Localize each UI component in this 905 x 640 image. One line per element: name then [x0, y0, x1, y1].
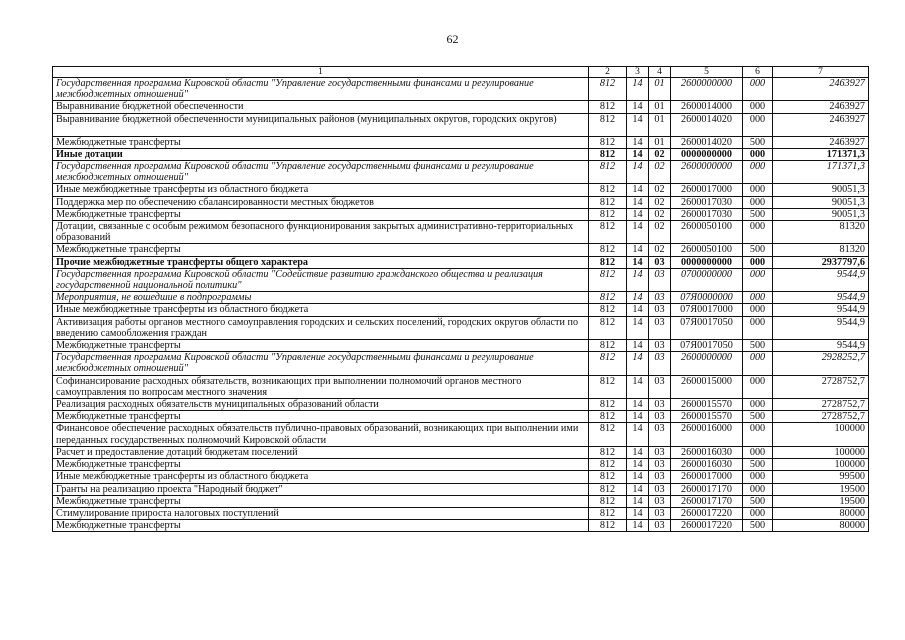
- cell-ministry-code: 812: [589, 399, 627, 411]
- cell-subsection: 03: [649, 520, 671, 532]
- header-col-3: 3: [627, 67, 649, 78]
- table-row: [53, 471, 869, 483]
- cell-target-article: 07Я0017000: [671, 304, 743, 316]
- cell-section: 14: [627, 340, 649, 352]
- cell-section: 14: [627, 423, 649, 446]
- cell-section: 14: [627, 292, 649, 304]
- cell-expense-type: 000: [743, 423, 773, 446]
- cell-subsection: 03: [649, 507, 671, 519]
- cell-subsection: 01: [649, 113, 671, 136]
- cell-name: Межбюджетные трансферты: [53, 520, 589, 532]
- cell-name: Иные межбюджетные трансферты из областного бюджета: [53, 471, 589, 483]
- cell-section: 14: [627, 101, 649, 113]
- table-row: [53, 340, 869, 352]
- table-row: [53, 316, 869, 339]
- cell-amount: 2463927: [773, 113, 869, 136]
- cell-ministry-code: 812: [589, 483, 627, 495]
- cell-section: 14: [627, 399, 649, 411]
- cell-ministry-code: 812: [589, 184, 627, 196]
- header-row: [53, 67, 869, 78]
- table-row: [53, 196, 869, 208]
- cell-ministry-code: 812: [589, 161, 627, 184]
- cell-subsection: 03: [649, 316, 671, 339]
- cell-subsection: 03: [649, 292, 671, 304]
- cell-ministry-code: 812: [589, 352, 627, 375]
- cell-amount: 2463927: [773, 136, 869, 148]
- header-col-4: 4: [649, 67, 671, 78]
- table-row: [53, 507, 869, 519]
- cell-section: 14: [627, 244, 649, 256]
- table-row: [53, 101, 869, 113]
- table-row: [53, 78, 869, 101]
- cell-subsection: 03: [649, 495, 671, 507]
- cell-name: Расчет и предоставление дотаций бюджетам поселений: [53, 446, 589, 458]
- header-col-6: 6: [743, 67, 773, 78]
- cell-ministry-code: 812: [589, 292, 627, 304]
- cell-name: Софинансирование расходных обязательств, возникающих при выполнении полномочий органов местного самоуправления по вопросам местного значения: [53, 375, 589, 398]
- cell-subsection: 03: [649, 411, 671, 423]
- table-row: [53, 495, 869, 507]
- cell-section: 14: [627, 507, 649, 519]
- table-row: [53, 208, 869, 220]
- cell-target-article: 2600017220: [671, 507, 743, 519]
- cell-target-article: 2600016030: [671, 459, 743, 471]
- cell-section: 14: [627, 520, 649, 532]
- cell-amount: 2928252,7: [773, 352, 869, 375]
- table-row: [53, 268, 869, 291]
- cell-amount: 2728752,7: [773, 399, 869, 411]
- cell-target-article: 2600050100: [671, 221, 743, 244]
- cell-name: Межбюджетные трансферты: [53, 340, 589, 352]
- cell-expense-type: 000: [743, 304, 773, 316]
- cell-name: Выравнивание бюджетной обеспеченности: [53, 101, 589, 113]
- cell-target-article: 0000000000: [671, 256, 743, 268]
- cell-amount: 90051,3: [773, 184, 869, 196]
- cell-expense-type: 000: [743, 184, 773, 196]
- table-row: [53, 161, 869, 184]
- cell-expense-type: 000: [743, 352, 773, 375]
- cell-amount: 100000: [773, 446, 869, 458]
- cell-expense-type: 000: [743, 256, 773, 268]
- cell-expense-type: 000: [743, 375, 773, 398]
- cell-target-article: 2600050100: [671, 244, 743, 256]
- cell-target-article: 2600017170: [671, 483, 743, 495]
- cell-amount: 171371,3: [773, 148, 869, 160]
- cell-target-article: 2600017000: [671, 184, 743, 196]
- cell-target-article: 0700000000: [671, 268, 743, 291]
- cell-ministry-code: 812: [589, 101, 627, 113]
- cell-subsection: 03: [649, 375, 671, 398]
- cell-target-article: 07Я0017050: [671, 316, 743, 339]
- cell-section: 14: [627, 352, 649, 375]
- cell-target-article: 07Я0000000: [671, 292, 743, 304]
- cell-subsection: 02: [649, 148, 671, 160]
- cell-expense-type: 000: [743, 161, 773, 184]
- cell-target-article: 2600000000: [671, 352, 743, 375]
- header-col-7: 7: [773, 67, 869, 78]
- cell-amount: 2463927: [773, 78, 869, 101]
- cell-expense-type: 000: [743, 292, 773, 304]
- table-row: [53, 459, 869, 471]
- cell-amount: 81320: [773, 244, 869, 256]
- cell-subsection: 03: [649, 399, 671, 411]
- table-row: [53, 221, 869, 244]
- cell-ministry-code: 812: [589, 196, 627, 208]
- cell-expense-type: 000: [743, 113, 773, 136]
- table-row: [53, 244, 869, 256]
- cell-target-article: 2600017030: [671, 208, 743, 220]
- header-col-2: 2: [589, 67, 627, 78]
- cell-expense-type: 000: [743, 471, 773, 483]
- cell-subsection: 02: [649, 221, 671, 244]
- table-row: [53, 148, 869, 160]
- cell-subsection: 02: [649, 196, 671, 208]
- cell-section: 14: [627, 495, 649, 507]
- cell-target-article: 2600016000: [671, 423, 743, 446]
- cell-name: Межбюджетные трансферты: [53, 208, 589, 220]
- cell-section: 14: [627, 471, 649, 483]
- cell-target-article: 2600015570: [671, 399, 743, 411]
- cell-expense-type: 500: [743, 340, 773, 352]
- cell-amount: 171371,3: [773, 161, 869, 184]
- cell-subsection: 03: [649, 446, 671, 458]
- cell-target-article: 2600015000: [671, 375, 743, 398]
- cell-name: Иные межбюджетные трансферты из областного бюджета: [53, 304, 589, 316]
- cell-target-article: 2600014000: [671, 101, 743, 113]
- cell-section: 14: [627, 136, 649, 148]
- cell-expense-type: 500: [743, 495, 773, 507]
- table-body: [53, 78, 869, 532]
- cell-name: Стимулирование прироста налоговых поступлений: [53, 507, 589, 519]
- cell-ministry-code: 812: [589, 304, 627, 316]
- cell-section: 14: [627, 459, 649, 471]
- cell-target-article: 2600016030: [671, 446, 743, 458]
- cell-ministry-code: 812: [589, 268, 627, 291]
- cell-expense-type: 000: [743, 101, 773, 113]
- cell-amount: 9544,9: [773, 340, 869, 352]
- cell-subsection: 03: [649, 483, 671, 495]
- cell-amount: 9544,9: [773, 292, 869, 304]
- cell-ministry-code: 812: [589, 446, 627, 458]
- cell-ministry-code: 812: [589, 244, 627, 256]
- cell-expense-type: 500: [743, 136, 773, 148]
- cell-target-article: 2600014020: [671, 136, 743, 148]
- cell-ministry-code: 812: [589, 507, 627, 519]
- cell-subsection: 03: [649, 304, 671, 316]
- cell-ministry-code: 812: [589, 459, 627, 471]
- cell-name: Мероприятия, не вошедшие в подпрограммы: [53, 292, 589, 304]
- cell-amount: 19500: [773, 483, 869, 495]
- cell-section: 14: [627, 196, 649, 208]
- cell-name: Финансовое обеспечение расходных обязательств публично-правовых образований, возникающих при выполнении ими переданных государственных полномочий Кировской области: [53, 423, 589, 446]
- cell-section: 14: [627, 483, 649, 495]
- cell-ministry-code: 812: [589, 113, 627, 136]
- cell-subsection: 03: [649, 459, 671, 471]
- cell-ministry-code: 812: [589, 316, 627, 339]
- cell-subsection: 03: [649, 256, 671, 268]
- cell-expense-type: 500: [743, 520, 773, 532]
- cell-section: 14: [627, 113, 649, 136]
- cell-amount: 19500: [773, 495, 869, 507]
- table-row: [53, 184, 869, 196]
- cell-name: Государственная программа Кировской области "Содействие развитию гражданского общества и реализация государственной национальной политики": [53, 268, 589, 291]
- header-col-5: 5: [671, 67, 743, 78]
- cell-name: Государственная программа Кировской области "Управление государственными финансами и регулирование межбюджетных отношений": [53, 352, 589, 375]
- cell-section: 14: [627, 375, 649, 398]
- cell-section: 14: [627, 161, 649, 184]
- cell-ministry-code: 812: [589, 411, 627, 423]
- cell-section: 14: [627, 78, 649, 101]
- cell-amount: 100000: [773, 423, 869, 446]
- cell-subsection: 03: [649, 352, 671, 375]
- cell-expense-type: 000: [743, 148, 773, 160]
- cell-section: 14: [627, 304, 649, 316]
- cell-ministry-code: 812: [589, 208, 627, 220]
- table-row: [53, 446, 869, 458]
- cell-amount: 2463927: [773, 101, 869, 113]
- cell-subsection: 01: [649, 136, 671, 148]
- cell-section: 14: [627, 256, 649, 268]
- cell-ministry-code: 812: [589, 520, 627, 532]
- table-row: [53, 304, 869, 316]
- cell-name: Дотации, связанные с особым режимом безопасного функционирования закрытых административно-территориальных образований: [53, 221, 589, 244]
- cell-name: Государственная программа Кировской области "Управление государственными финансами и регулирование межбюджетных отношений": [53, 161, 589, 184]
- cell-name: Выравнивание бюджетной обеспеченности муниципальных районов (муниципальных округов, городских округов): [53, 113, 589, 136]
- cell-ministry-code: 812: [589, 471, 627, 483]
- cell-amount: 99500: [773, 471, 869, 483]
- cell-expense-type: 500: [743, 411, 773, 423]
- cell-subsection: 01: [649, 101, 671, 113]
- cell-section: 14: [627, 411, 649, 423]
- cell-ministry-code: 812: [589, 340, 627, 352]
- cell-amount: 90051,3: [773, 208, 869, 220]
- table-row: [53, 483, 869, 495]
- cell-name: Поддержка мер по обеспечению сбалансированности местных бюджетов: [53, 196, 589, 208]
- cell-expense-type: 000: [743, 399, 773, 411]
- cell-amount: 100000: [773, 459, 869, 471]
- cell-amount: 2728752,7: [773, 375, 869, 398]
- cell-subsection: 02: [649, 161, 671, 184]
- cell-name: Межбюджетные трансферты: [53, 459, 589, 471]
- cell-name: Межбюджетные трансферты: [53, 495, 589, 507]
- cell-subsection: 02: [649, 244, 671, 256]
- cell-amount: 80000: [773, 507, 869, 519]
- cell-target-article: 07Я0017050: [671, 340, 743, 352]
- cell-amount: 80000: [773, 520, 869, 532]
- cell-amount: 9544,9: [773, 304, 869, 316]
- cell-section: 14: [627, 208, 649, 220]
- cell-name: Реализация расходных обязательств муниципальных образований области: [53, 399, 589, 411]
- cell-expense-type: 000: [743, 78, 773, 101]
- cell-expense-type: 000: [743, 268, 773, 291]
- table-row: [53, 399, 869, 411]
- cell-subsection: 03: [649, 340, 671, 352]
- cell-section: 14: [627, 446, 649, 458]
- cell-subsection: 02: [649, 208, 671, 220]
- table-row: [53, 256, 869, 268]
- cell-ministry-code: 812: [589, 256, 627, 268]
- cell-ministry-code: 812: [589, 495, 627, 507]
- cell-name: Иные межбюджетные трансферты из областного бюджета: [53, 184, 589, 196]
- cell-target-article: 2600017000: [671, 471, 743, 483]
- cell-expense-type: 500: [743, 244, 773, 256]
- cell-subsection: 01: [649, 78, 671, 101]
- cell-amount: 90051,3: [773, 196, 869, 208]
- header-col-1: 1: [53, 67, 589, 78]
- cell-amount: 9544,9: [773, 268, 869, 291]
- cell-subsection: 03: [649, 268, 671, 291]
- cell-ministry-code: 812: [589, 423, 627, 446]
- cell-section: 14: [627, 316, 649, 339]
- cell-name: Иные дотации: [53, 148, 589, 160]
- cell-amount: 9544,9: [773, 316, 869, 339]
- cell-target-article: 2600000000: [671, 161, 743, 184]
- cell-subsection: 03: [649, 471, 671, 483]
- cell-expense-type: 000: [743, 196, 773, 208]
- cell-target-article: 2600000000: [671, 78, 743, 101]
- cell-expense-type: 000: [743, 446, 773, 458]
- cell-expense-type: 500: [743, 208, 773, 220]
- cell-section: 14: [627, 221, 649, 244]
- cell-target-article: 2600014020: [671, 113, 743, 136]
- cell-target-article: 2600017030: [671, 196, 743, 208]
- cell-amount: 2728752,7: [773, 411, 869, 423]
- cell-expense-type: 000: [743, 221, 773, 244]
- cell-name: Межбюджетные трансферты: [53, 411, 589, 423]
- page-number: 62: [446, 32, 459, 46]
- cell-amount: 81320: [773, 221, 869, 244]
- cell-expense-type: 000: [743, 316, 773, 339]
- table-row: [53, 352, 869, 375]
- cell-target-article: 2600015570: [671, 411, 743, 423]
- cell-section: 14: [627, 148, 649, 160]
- table-row: [53, 292, 869, 304]
- cell-name: Межбюджетные трансферты: [53, 136, 589, 148]
- table-row: [53, 136, 869, 148]
- cell-name: Государственная программа Кировской области "Управление государственными финансами и регулирование межбюджетных отношений": [53, 78, 589, 101]
- cell-target-article: 2600017220: [671, 520, 743, 532]
- table-row: [53, 520, 869, 532]
- cell-name: Активизация работы органов местного самоуправления городских и сельских поселений, городских округов области по введению самообложения граждан: [53, 316, 589, 339]
- cell-ministry-code: 812: [589, 78, 627, 101]
- cell-subsection: 02: [649, 184, 671, 196]
- cell-target-article: 0000000000: [671, 148, 743, 160]
- cell-subsection: 03: [649, 423, 671, 446]
- cell-name: Прочие межбюджетные трансферты общего характера: [53, 256, 589, 268]
- cell-name: Межбюджетные трансферты: [53, 244, 589, 256]
- cell-ministry-code: 812: [589, 148, 627, 160]
- table-row: [53, 375, 869, 398]
- cell-target-article: 2600017170: [671, 495, 743, 507]
- table-row: [53, 423, 869, 446]
- cell-amount: 2937797,6: [773, 256, 869, 268]
- cell-section: 14: [627, 184, 649, 196]
- cell-expense-type: 500: [743, 459, 773, 471]
- cell-ministry-code: 812: [589, 375, 627, 398]
- cell-expense-type: 000: [743, 507, 773, 519]
- cell-name: Гранты на реализацию проекта "Народный бюджет": [53, 483, 589, 495]
- table-row: [53, 411, 869, 423]
- cell-ministry-code: 812: [589, 136, 627, 148]
- cell-section: 14: [627, 268, 649, 291]
- budget-table: [52, 66, 869, 532]
- cell-ministry-code: 812: [589, 221, 627, 244]
- cell-expense-type: 000: [743, 483, 773, 495]
- table-row: [53, 113, 869, 136]
